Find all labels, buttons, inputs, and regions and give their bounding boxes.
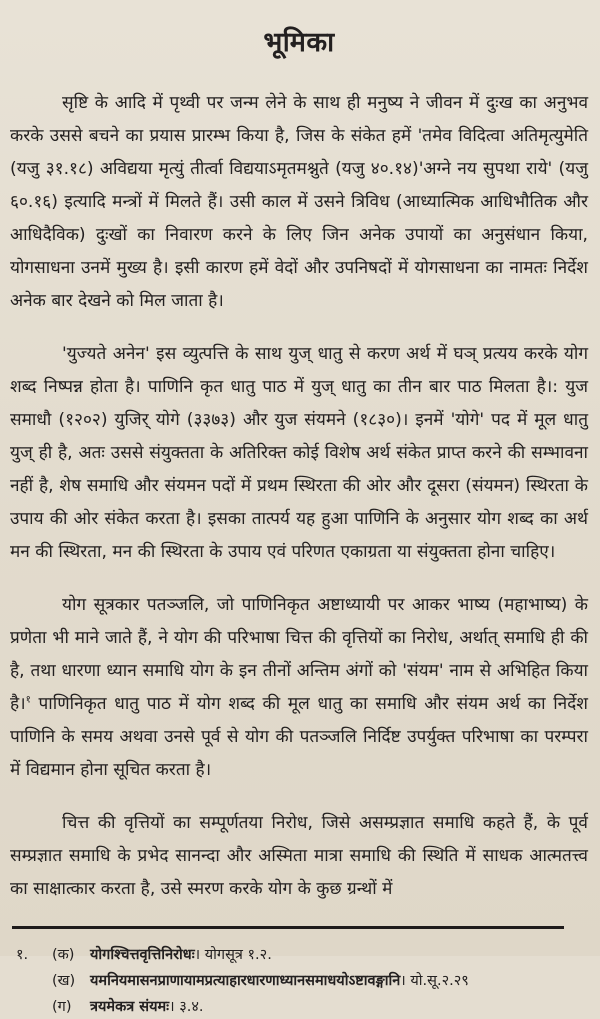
footnote-citation: । योगसूत्र १.२. xyxy=(194,947,272,963)
footnote-text xyxy=(90,943,272,967)
footnote-text xyxy=(90,969,469,993)
paragraph-1: सृष्टि के आदि में पृथ्वी पर जन्म लेने के साथ ही मनुष्य ने जीवन में दुःख का अनुभव करके उससे बचने का प्रयास प्रारम्भ किया है, जिस के संकेत हमें 'तमेव विदित्वा अतिमृत्युमेति (यजु ३१.१८) अविद्यया मृत्युं तीर्त्वा विद्ययाऽमृतमश्नुते (यजु ४०.१४)'अग्ने नय सुपथा राये' (यजु ६०.१६) इत्यादि मन्त्रों में मिलते हैं। उसी काल में उसने त्रिविध (आध्यात्मिक आधिभौतिक और आधिदैविक) दुःखों का निवारण करने के लिए जिन अनेक उपायों का अनुसंधान किया, योगसाधना उनमें मुख्य है। इसी कारण हमें वेदों और उपनिषदों में योगसाधना का नामतः निर्देश अनेक बार देखने को मिल जाता है। xyxy=(10,93,588,311)
footnote-sutra: यमनियमासनप्राणायामप्रत्याहारधारणाध्यानसमाधयोऽष्टावङ्गानि xyxy=(90,973,401,989)
footnote-divider xyxy=(12,926,564,929)
paragraph-4: चित्त की वृत्तियों का सम्पूर्णतया निरोध, जिसे असम्प्रज्ञात समाधि कहते हैं, के पूर्व सम्प्रज्ञात समाधि के प्रभेद सानन्दा और अस्मिता मात्रा समाधि की स्थिति में साधक आत्मतत्त्व का साक्षात्कार करता है, उसे स्मरण करके योग के कुछ ग्रन्थों में xyxy=(10,813,588,899)
footnote-sutra: त्रयमेकत्र संयमः xyxy=(90,999,170,1015)
paragraph-2: 'युज्यते अनेन' इस व्युत्पत्ति के साथ युज् धातु से करण अर्थ में घञ् प्रत्यय करके योग शब्द निष्पन्न होता है। पाणिनि कृत धातु पाठ में युज् धातु का तीन बार पाठ मिलता है।: युज समाधौ (१२०२) युजिर् योगे (३३७३) और युज संयमने (१८३०)। इनमें 'योगे' पद में मूल धातु युज् ही है, अतः उससे संयुक्तता के अतिरिक्त कोई विशेष अर्थ संकेत प्राप्त करने की सम्भावना नहीं है, शेष समाधि और संयमन पदों में प्रथम स्थिरता की ओर और दूसरा (संयमन) स्थिरता के उपाय की ओर संकेत करता है। इसका तात्पर्य यह हुआ पाणिनि के अनुसार योग शब्द का अर्थ मन की स्थिरता, मन की स्थिरता के उपाय एवं परिणत एकाग्रता या संयुक्तता होना चाहिए। xyxy=(10,344,588,562)
footnote-sutra: योगश्चित्तवृत्तिनिरोधः xyxy=(90,947,195,963)
paragraph-3-text-before: योग सूत्रकार पतञ्जलि, जो पाणिनिकृत अष्टाध्यायी पर आकर भाष्य (महाभाष्य) के प्रणेता भी माने जाते हैं, ने योग की परिभाषा चित्त की वृत्तियों का निरोध, अर्थात् समाधि ही की है, तथा धारणा ध्यान समाधि योग के इन तीनों अन्तिम अंगों को 'संयम' नाम से अभिहित किया है। xyxy=(10,595,588,714)
footnote-mark: (ख) xyxy=(52,973,76,989)
footnote-mark: (ग) xyxy=(52,999,72,1015)
footnote-number: १. xyxy=(16,947,29,963)
footnote-reference: १ xyxy=(25,694,31,706)
paragraph-3 xyxy=(10,589,588,787)
paragraph-3-text-after: पाणिनिकृत धातु पाठ में योग शब्द की मूल धातु का समाधि और संयम अर्थ का निर्देश पाणिनि के समय अथवा उनसे पूर्व से योग की पतञ्जलि निर्दिष्ट उपर्युक्त परिभाषा का परम्परा में विद्यमान होना सूचित करता है। xyxy=(10,694,588,780)
body-text xyxy=(10,87,588,906)
footnote-text xyxy=(90,995,204,1019)
footnote-item xyxy=(10,943,588,967)
footnote-citation: । ३.४. xyxy=(169,999,204,1015)
footnote-mark: (क) xyxy=(52,947,75,963)
footnote-citation: । यो.सू.२.२९ xyxy=(400,973,469,989)
page-title: भूमिका xyxy=(263,27,335,58)
footnote-item xyxy=(10,995,588,1019)
footnotes xyxy=(10,943,588,1019)
footnote-item xyxy=(10,969,588,993)
